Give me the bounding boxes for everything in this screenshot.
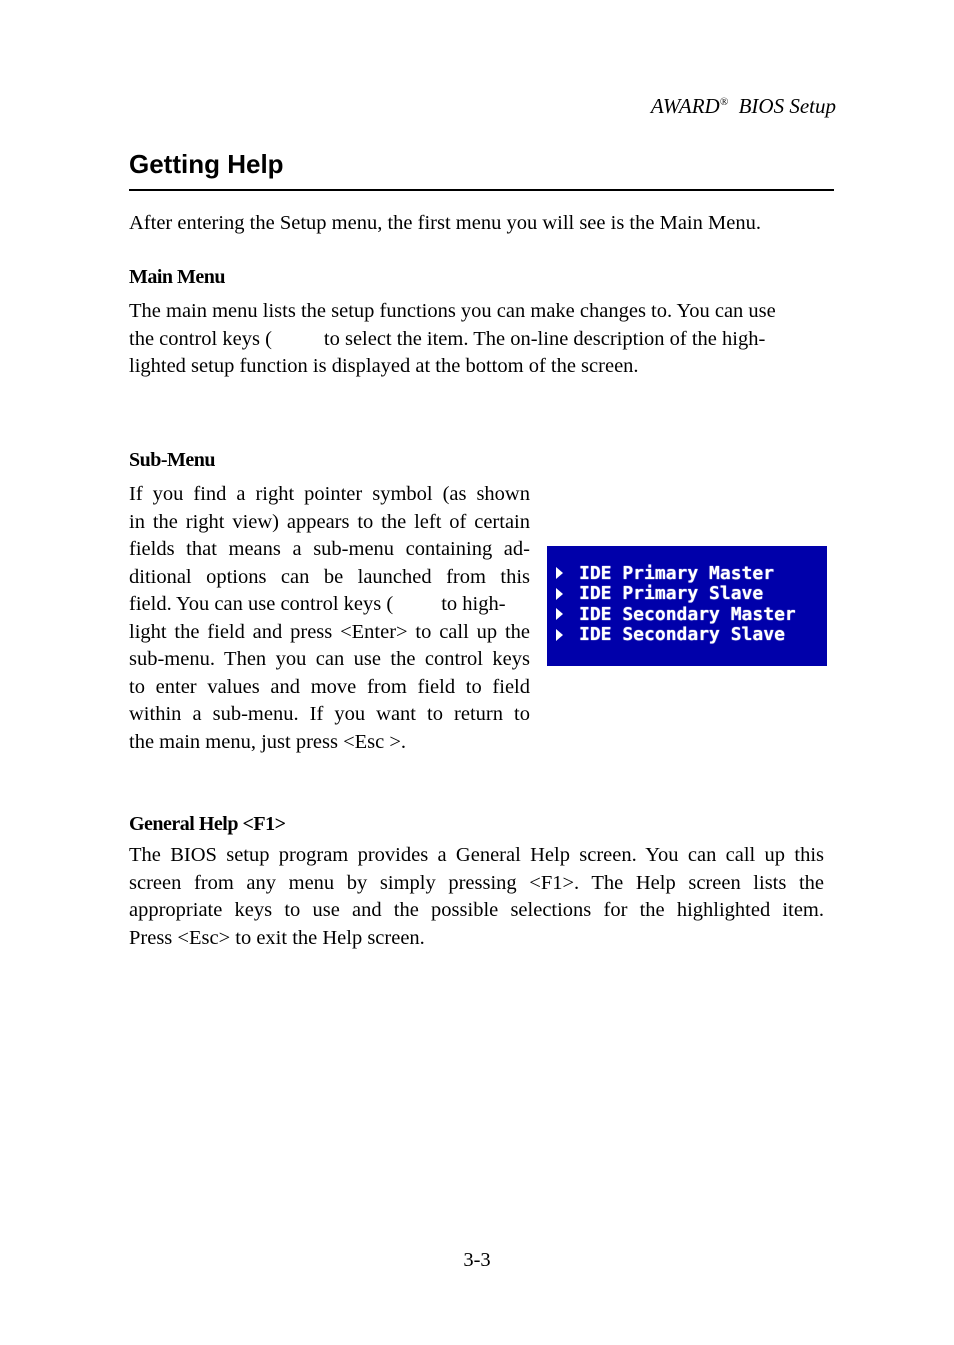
sub-menu-line: fields that means a sub-menu containing ad- xyxy=(129,538,530,560)
right-triangle-icon xyxy=(556,588,563,600)
title-divider xyxy=(129,189,834,191)
bios-item-ide-primary-master: IDE Primary Master xyxy=(547,563,827,584)
header-section: BIOS Setup xyxy=(738,94,836,118)
page-title: Getting Help xyxy=(129,149,284,179)
sub-menu-line: in the right view) appears to the left of certain xyxy=(129,510,530,533)
page-number: 3-3 xyxy=(463,1249,491,1271)
right-triangle-icon xyxy=(556,629,563,641)
main-menu-line: The main menu lists the setup functions you can make changes to. You can use xyxy=(129,300,776,322)
general-help-line: Press <Esc> to exit the Help screen. xyxy=(129,926,425,949)
sub-menu-line: the main menu, just press <Esc >. xyxy=(129,730,407,753)
general-help-heading: General Help <F1> xyxy=(129,813,286,835)
general-help-paragraph xyxy=(129,842,824,952)
bios-item-ide-primary-slave: IDE Primary Slave xyxy=(547,584,827,605)
sub-menu-line: light the field and press <Enter> to call up the xyxy=(129,620,530,643)
main-menu-paragraph xyxy=(129,298,824,381)
header-brand: AWARD xyxy=(650,94,720,118)
general-help-line: The BIOS setup program provides a General Help screen. You can call up this xyxy=(129,844,824,866)
sub-menu-line: If you find a right pointer symbol (as shown xyxy=(129,483,530,505)
main-menu-line: the control keys ( to select the item. The on-line description of the high- xyxy=(129,327,766,350)
main-menu-heading: Main Menu xyxy=(129,266,226,288)
sub-menu-line: sub-menu. Then you can use the control keys xyxy=(129,648,530,670)
general-help-line: appropriate keys to use and the possible selections for the highlighted item. xyxy=(129,899,824,921)
sub-menu-line: field. You can use control keys ( to high- xyxy=(129,593,506,615)
general-help-line: screen from any menu by simply pressing <F1>. The Help screen lists the xyxy=(129,871,824,894)
bios-submenu-screenshot xyxy=(547,546,827,666)
main-menu-line: lighted setup function is displayed at the bottom of the screen. xyxy=(129,355,639,377)
sub-menu-line: within a sub-menu. If you want to return to xyxy=(129,703,530,725)
right-triangle-icon xyxy=(556,567,563,579)
sub-menu-heading: Sub-Menu xyxy=(129,449,216,471)
sub-menu-line: to enter values and move from field to field xyxy=(129,675,530,698)
sub-menu-paragraph xyxy=(129,481,530,756)
bios-item-ide-secondary-slave: IDE Secondary Slave xyxy=(547,625,827,646)
right-triangle-icon xyxy=(556,608,563,620)
running-header xyxy=(651,94,836,119)
intro-paragraph: After entering the Setup menu, the first menu you will see is the Main Menu. xyxy=(129,212,761,234)
sub-menu-line: ditional options can be launched from this xyxy=(129,565,530,588)
registered-mark: ® xyxy=(719,96,729,108)
bios-item-ide-secondary-master: IDE Secondary Master xyxy=(547,604,827,625)
